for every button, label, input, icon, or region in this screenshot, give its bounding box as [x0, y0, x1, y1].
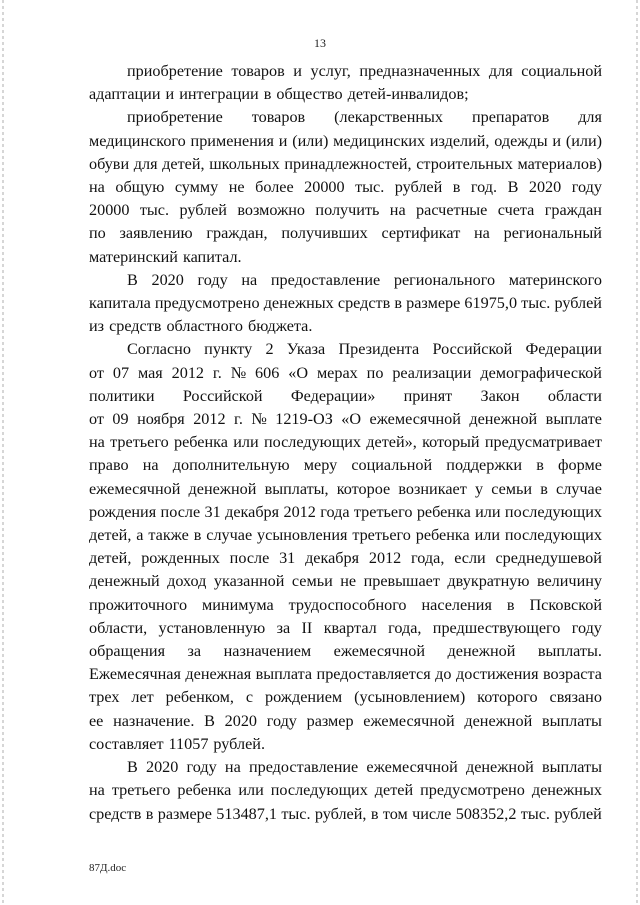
scan-edge-right	[636, 0, 638, 905]
text-line: трех лет ребенком, с рождением (усыновлением) которого связано	[89, 688, 602, 707]
footer-filename: 87Д.doc	[89, 862, 127, 874]
page-number: 13	[314, 36, 326, 50]
text-line: средств в размере 513487,1 тыс. рублей, в том числе 508352,2 тыс. рублей	[89, 804, 602, 823]
text-line: рождения после 31 декабря 2012 года третьего ребенка или последующих	[89, 502, 602, 521]
text-line: из средств областного бюджета.	[89, 317, 313, 336]
document-body	[89, 60, 602, 826]
text-line: обращения за назначением ежемесячной денежной выплаты.	[89, 642, 602, 661]
text-line: составляет 11057 рублей.	[89, 734, 265, 753]
text-line: В 2020 году на предоставление регионального материнского	[127, 270, 602, 289]
text-line: от 07 мая 2012 г. № 606 «О мерах по реализации демографической	[89, 363, 602, 382]
text-line: от 09 ноября 2012 г. № 1219-ОЗ «О ежемесячной денежной выплате	[89, 410, 602, 429]
text-line: политики Российской Федерации» принят Закон области	[89, 386, 602, 405]
text-line: материнский капитал.	[89, 247, 242, 266]
text-line: на общую сумму не более 20000 тыс. рублей в год. В 2020 году	[89, 178, 602, 197]
text-line: адаптации и интеграции в общество детей-инвалидов;	[89, 85, 469, 104]
text-line: ежемесячной денежной выплаты, которое возникает у семьи в случае	[89, 479, 602, 498]
text-line: на третьего ребенка или последующих детей», который предусматривает	[89, 433, 602, 452]
text-line: капитала предусмотрено денежных средств в размере 61975,0 тыс. рублей	[89, 294, 602, 313]
text-line: области, установленную за II квартал года, предшествующего году	[89, 618, 602, 637]
text-line: приобретение товаров и услуг, предназначенных для социальной	[127, 62, 602, 80]
text-line: обуви для детей, школьных принадлежностей, строительных материалов)	[89, 154, 602, 173]
text-line: медицинского применения и (или) медицинских изделий, одежды и (или)	[89, 131, 602, 150]
text-line: Согласно пункту 2 Указа Президента Российской Федерации	[127, 340, 602, 359]
text-line: ее назначение. В 2020 году размер ежемесячной денежной выплаты	[89, 711, 602, 730]
text-line: на третьего ребенка или последующих детей предусмотрено денежных	[89, 781, 602, 800]
text-line: детей, рожденных после 31 декабря 2012 года, если среднедушевой	[89, 549, 602, 568]
text-line: денежный доход указанной семьи не превышает двукратную величину	[89, 572, 602, 591]
text-line: В 2020 году на предоставление ежемесячной денежной выплаты	[127, 758, 602, 777]
text-line: прожиточного минимума трудоспособного населения в Псковской	[89, 595, 602, 614]
text-line: по заявлению граждан, получивших сертификат на региональный	[89, 224, 602, 243]
text-line: детей, а также в случае усыновления третьего ребенка или последующих	[89, 526, 602, 545]
scan-edge-left	[2, 0, 4, 905]
text-line: Ежемесячная денежная выплата предоставляется до достижения возраста	[89, 665, 602, 684]
text-line: 20000 тыс. рублей возможно получить на расчетные счета граждан	[89, 201, 602, 220]
text-line: право на дополнительную меру социальной поддержки в форме	[89, 456, 602, 475]
text-line: приобретение товаров (лекарственных препаратов для	[127, 108, 602, 127]
